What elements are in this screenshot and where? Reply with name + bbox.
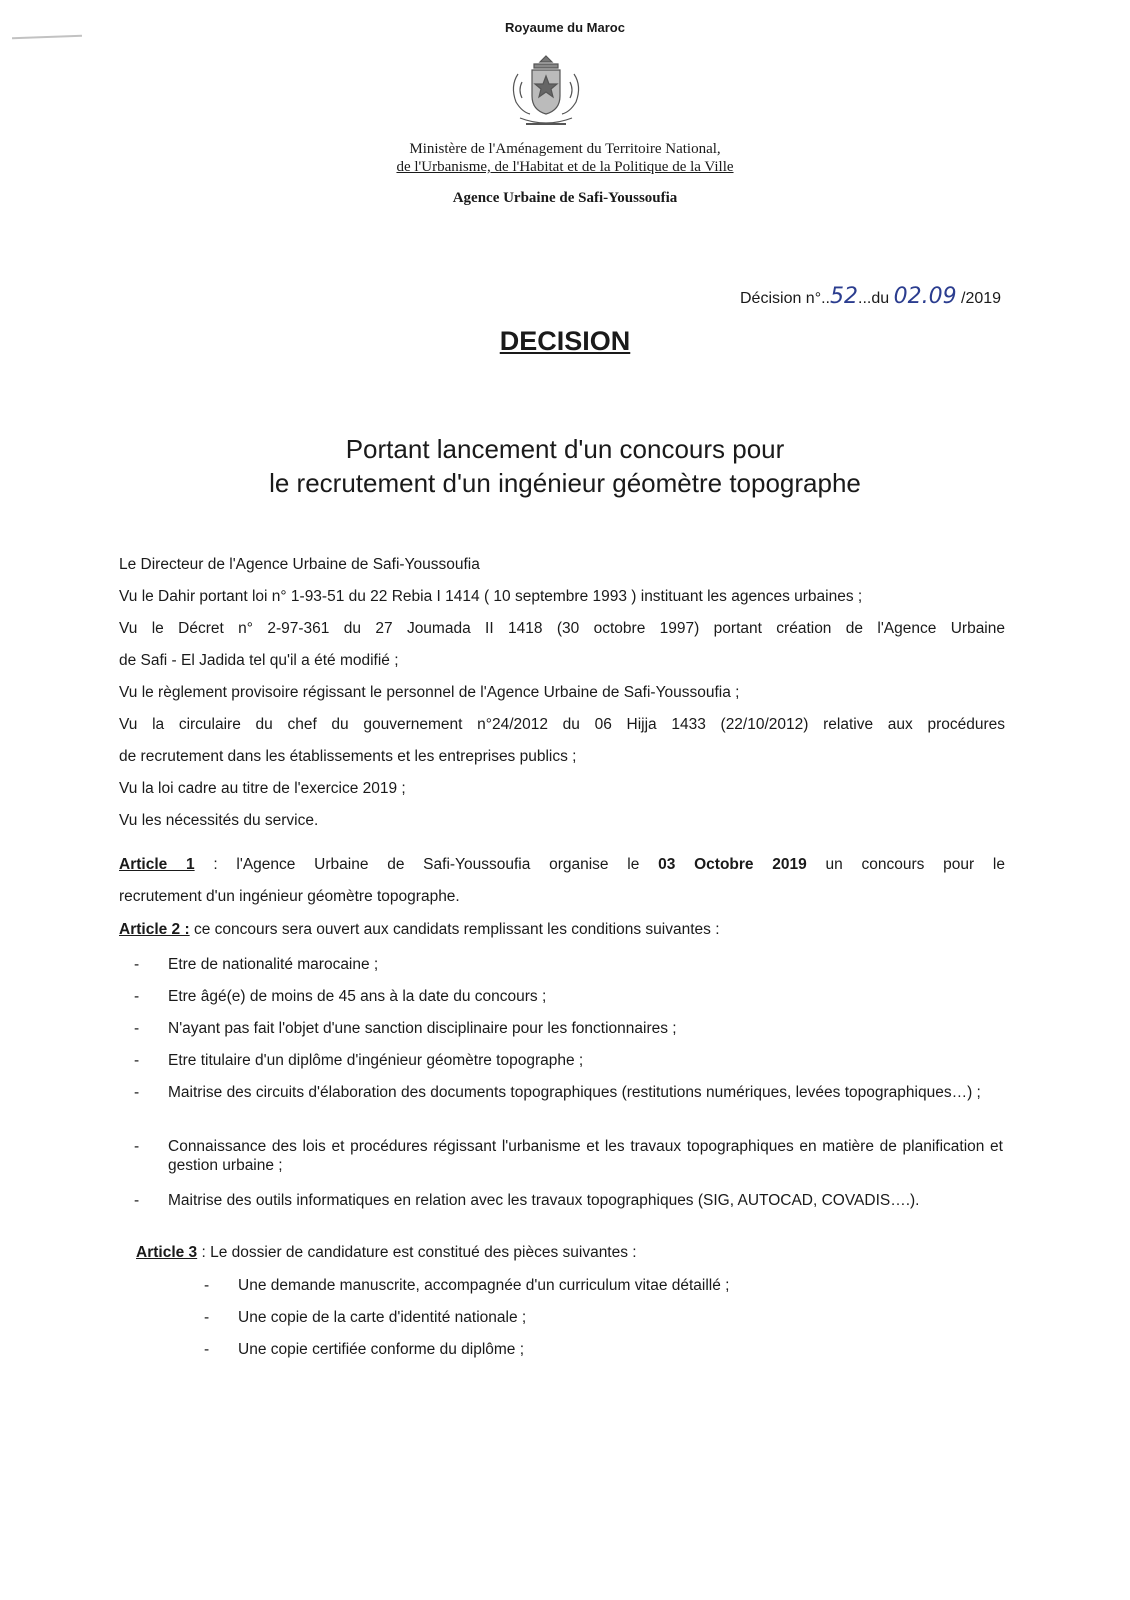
article-1-text-b: un concours pour le — [806, 856, 1005, 873]
coat-of-arms-emblem — [504, 52, 588, 132]
ministry-line-1: Ministère de l'Aménagement du Territoire National, — [409, 141, 721, 157]
condition-text: Maitrise des circuits d'élaboration des documents topographiques (restitutions numériques, levées topographiques…) ; — [168, 1084, 981, 1101]
preamble-line: Vu la loi cadre au titre de l'exercice 2019 ; — [119, 780, 406, 797]
decision-year: /2019 — [956, 290, 1002, 307]
decision-reference — [740, 284, 1001, 309]
condition-text: Etre âgé(e) de moins de 45 ans à la date du concours ; — [168, 988, 547, 1005]
bullet-dash: - — [134, 1138, 140, 1155]
preamble-line: Vu le Décret n° 2-97-361 du 27 Joumada II 1418 (30 octobre 1997) portant création de l'Agence Urbaine — [119, 620, 1005, 637]
article-1-text-a: : l'Agence Urbaine de Safi-Youssoufia organise le — [194, 856, 659, 873]
condition-text: Maitrise des outils informatiques en relation avec les travaux topographiques (SIG, AUTOCAD, COVADIS….). — [168, 1192, 920, 1209]
article-1-label: Article 1 — [119, 856, 195, 873]
scan-mark — [12, 35, 82, 39]
document-text: Une copie certifiée conforme du diplôme ; — [238, 1341, 525, 1358]
article-2-text: ce concours sera ouvert aux candidats remplissant les conditions suivantes : — [189, 921, 720, 938]
subtitle-line-2: le recrutement d'un ingénieur géomètre topographe — [269, 468, 861, 498]
article-1 — [119, 856, 1005, 874]
article-1-line-2: recrutement d'un ingénieur géomètre topographe. — [119, 888, 460, 905]
condition-text: Etre de nationalité marocaine ; — [168, 956, 379, 973]
preamble-line: de Safi - El Jadida tel qu'il a été modifié ; — [119, 652, 399, 669]
document-title: DECISION — [499, 326, 631, 356]
bullet-dash: - — [134, 1084, 140, 1101]
ministry-name — [0, 140, 1130, 176]
condition-text: N'ayant pas fait l'objet d'une sanction disciplinaire pour les fonctionnaires ; — [168, 1020, 677, 1037]
decision-ref-prefix: Décision n°.. — [740, 290, 830, 307]
preamble-line: Vu le règlement provisoire régissant le personnel de l'Agence Urbaine de Safi-Youssoufia ; — [119, 684, 740, 701]
document-subtitle — [0, 432, 1130, 500]
bullet-dash: - — [134, 988, 140, 1005]
condition-text: Connaissance des lois et procédures régissant l'urbanisme et les travaux topographiques en matière de planification et gestion urbaine ; — [168, 1138, 1003, 1174]
agency-name: Agence Urbaine de Safi-Youssoufia — [452, 190, 678, 206]
document-text: Une copie de la carte d'identité nationale ; — [238, 1309, 527, 1326]
preamble-line: Vu le Dahir portant loi n° 1-93-51 du 22 Rebia I 1414 ( 10 septembre 1993 ) instituant les agences urbaines ; — [119, 588, 863, 605]
bullet-dash: - — [134, 1192, 140, 1209]
preamble-line: Vu la circulaire du chef du gouvernement n°24/2012 du 06 Hijja 1433 (22/10/2012) relative aux procédures — [119, 716, 1005, 733]
bullet-dash: - — [204, 1277, 210, 1294]
preamble-line: de recrutement dans les établissements et les entreprises publics ; — [119, 748, 577, 765]
article-2-label: Article 2 : — [119, 921, 190, 938]
kingdom-label: Royaume du Maroc — [505, 20, 625, 35]
document-text: Une demande manuscrite, accompagnée d'un curriculum vitae détaillé ; — [238, 1277, 730, 1294]
decision-date-handwritten: 02.09 — [893, 284, 957, 309]
bullet-dash: - — [204, 1309, 210, 1326]
article-1-date: 03 Octobre 2019 — [658, 856, 807, 873]
ministry-line-2: de l'Urbanisme, de l'Habitat et de la Politique de la Ville — [396, 159, 734, 175]
preamble-line: Le Directeur de l'Agence Urbaine de Safi-Youssoufia — [119, 556, 480, 573]
subtitle-line-1: Portant lancement d'un concours pour — [345, 434, 785, 464]
bullet-dash: - — [204, 1341, 210, 1358]
bullet-dash: - — [134, 956, 140, 973]
bullet-dash: - — [134, 1052, 140, 1069]
decision-number-handwritten: 52 — [830, 284, 858, 309]
bullet-dash: - — [134, 1020, 140, 1037]
article-2 — [119, 921, 1005, 939]
preamble-line: Vu les nécessités du service. — [119, 812, 319, 829]
article-3 — [136, 1244, 1022, 1262]
decision-ref-middle: ...du — [858, 290, 894, 307]
condition-text: Etre titulaire d'un diplôme d'ingénieur géomètre topographe ; — [168, 1052, 584, 1069]
article-3-label: Article 3 — [136, 1244, 198, 1261]
article-3-text: : Le dossier de candidature est constitué des pièces suivantes : — [197, 1244, 637, 1261]
